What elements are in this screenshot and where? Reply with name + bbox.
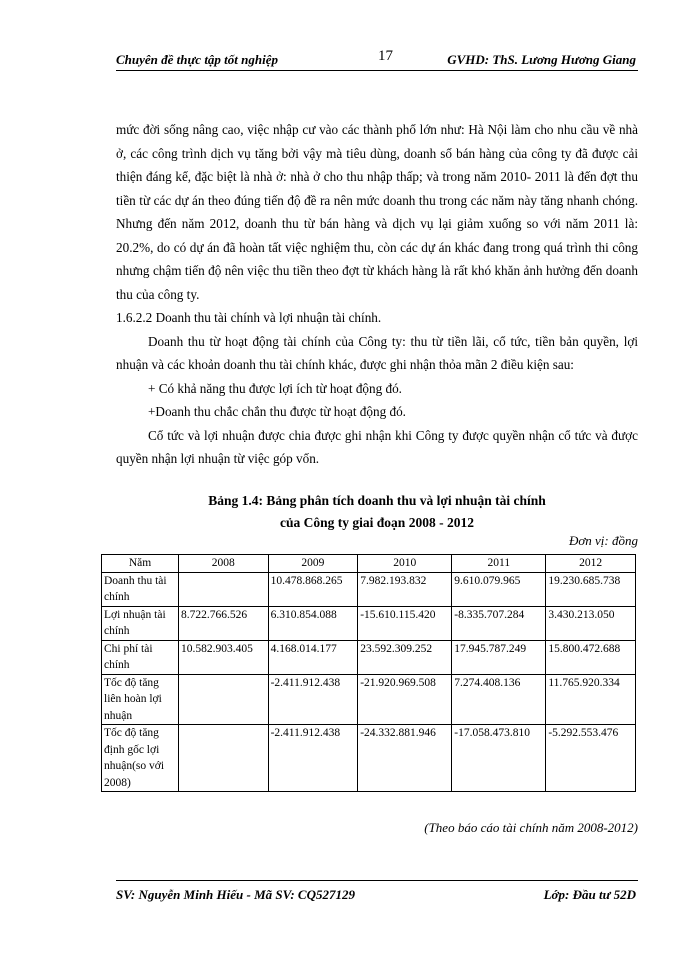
bullet-condition-1: + Có khả năng thu được lợi ích từ hoạt động đó. bbox=[148, 380, 402, 396]
table-row bbox=[102, 674, 636, 725]
table-cell: -2.411.912.438 bbox=[268, 725, 358, 792]
table-cell: 15.800.472.688 bbox=[546, 640, 636, 674]
table-cell: -24.332.881.946 bbox=[358, 725, 452, 792]
table-cell: -5.292.553.476 bbox=[546, 725, 636, 792]
footer-student: SV: Nguyễn Minh Hiếu - Mã SV: CQ527129 bbox=[116, 887, 355, 902]
footer-class: Lớp: Đầu tư 52D bbox=[543, 887, 636, 902]
header-2008: 2008 bbox=[179, 555, 269, 573]
table-cell: 4.168.014.177 bbox=[268, 640, 358, 674]
table-cell: 23.592.309.252 bbox=[358, 640, 452, 674]
row-label: Lợi nhuận tài chính bbox=[102, 606, 179, 640]
paragraph-financial-revenue: Doanh thu từ hoạt động tài chính của Công ty: thu từ tiền lãi, cổ tức, tiền bản quyền, lợi nhuận và các khoản doanh thu tài chính khác, được ghi nhận thỏa mãn 2 điều kiện sau: bbox=[116, 333, 638, 372]
table-title bbox=[116, 490, 638, 534]
table-cell: 9.610.079.965 bbox=[452, 572, 546, 606]
table-cell: -17.058.473.810 bbox=[452, 725, 546, 792]
table-cell: 3.430.213.050 bbox=[546, 606, 636, 640]
page-header bbox=[116, 48, 638, 71]
table-cell: 7.982.193.832 bbox=[358, 572, 452, 606]
table-cell: 8.722.766.526 bbox=[179, 606, 269, 640]
table-cell: -8.335.707.284 bbox=[452, 606, 546, 640]
header-advisor: GVHD: ThS. Lương Hương Giang bbox=[447, 52, 636, 67]
row-label: Doanh thu tài chính bbox=[102, 572, 179, 606]
table-cell: -15.610.115.420 bbox=[358, 606, 452, 640]
paragraph-revenue: mức đời sống nâng cao, việc nhập cư vào các thành phố lớn như: Hà Nội làm cho nhu cầu về nhà ở, các công trình dịch vụ tăng bởi vậy mà tiêu dùng, doanh số bán hàng của công ty đã được cải thiện đáng kể, đặc biệt là nhà ở: nhà ở cho thu nhập thấp; và trong năm 2010- 2011 là đến đợt thu tiền từ các dự án theo đúng tiến độ đề ra nên mức doanh thu trong các năm này tăng nhanh chóng. Nhưng đến năm 2012, doanh thu từ bán hàng và dịch vụ lại giảm xuống so với năm 2011 là: 20.2%, do có dự án đã hoàn tất việc nghiệm thu, còn các dự án khác đang trong quá trình thi công nhưng chậm tiến độ nên việc thu tiền theo đợt từ khách hàng là rất khó khăn ảnh hưởng đến doanh thu của công ty. bbox=[116, 122, 638, 302]
row-label: Tốc độ tăng định gốc lợi nhuận(so với 2008) bbox=[102, 725, 179, 792]
page-number: 17 bbox=[378, 48, 393, 64]
table-cell: -21.920.969.508 bbox=[358, 674, 452, 725]
header-2009: 2009 bbox=[268, 555, 358, 573]
financial-table bbox=[101, 554, 636, 792]
table-row bbox=[102, 606, 636, 640]
header-2012: 2012 bbox=[546, 555, 636, 573]
table-title-line1: Bảng 1.4: Bảng phân tích doanh thu và lợi nhuận tài chính bbox=[208, 493, 546, 508]
section-heading: 1.6.2.2 Doanh thu tài chính và lợi nhuận tài chính. bbox=[116, 310, 382, 325]
table-cell: 6.310.854.088 bbox=[268, 606, 358, 640]
page-footer bbox=[116, 880, 638, 902]
table-row bbox=[102, 640, 636, 674]
paragraph-dividends: Cổ tức và lợi nhuận được chia được ghi nhận khi Công ty được quyền nhận cổ tức và được quyền nhận lợi nhuận từ việc góp vốn. bbox=[116, 427, 638, 466]
header-2010: 2010 bbox=[358, 555, 452, 573]
header-year: Năm bbox=[102, 555, 179, 573]
table-unit: Đơn vị: đồng bbox=[568, 533, 638, 548]
bullet-condition-2: +Doanh thu chắc chắn thu được từ hoạt động đó. bbox=[148, 404, 406, 419]
table-row bbox=[102, 572, 636, 606]
table-cell bbox=[179, 674, 269, 725]
header-2011: 2011 bbox=[452, 555, 546, 573]
table-cell: 10.478.868.265 bbox=[268, 572, 358, 606]
table-cell: 11.765.920.334 bbox=[546, 674, 636, 725]
table-cell: 17.945.787.249 bbox=[452, 640, 546, 674]
row-label: Tốc độ tăng liên hoàn lợi nhuận bbox=[102, 674, 179, 725]
body-section bbox=[116, 118, 638, 471]
table-cell: 7.274.408.136 bbox=[452, 674, 546, 725]
table-cell: 19.230.685.738 bbox=[546, 572, 636, 606]
table-cell bbox=[179, 572, 269, 606]
header-title: Chuyên đề thực tập tốt nghiệp bbox=[116, 52, 278, 67]
row-label: Chi phí tài chính bbox=[102, 640, 179, 674]
table-row bbox=[102, 725, 636, 792]
table-cell: -2.411.912.438 bbox=[268, 674, 358, 725]
table-header-row bbox=[102, 555, 636, 573]
table-title-line2: của Công ty giai đoạn 2008 - 2012 bbox=[280, 515, 474, 530]
table-cell bbox=[179, 725, 269, 792]
table-source: (Theo báo cáo tài chính năm 2008-2012) bbox=[424, 820, 638, 835]
table-cell: 10.582.903.405 bbox=[179, 640, 269, 674]
